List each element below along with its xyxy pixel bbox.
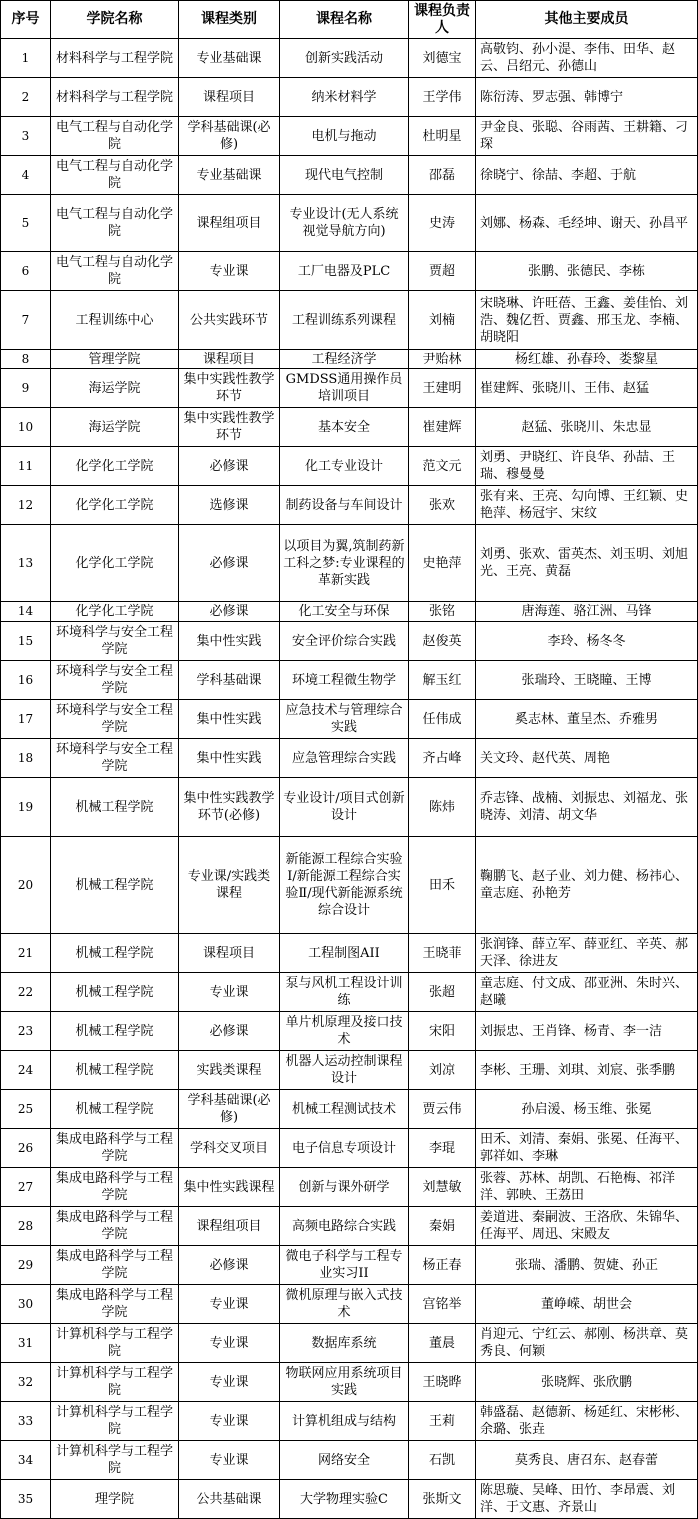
college-name: 机械工程学院: [51, 837, 179, 934]
course-category: 学科基础课(必修): [179, 1090, 280, 1129]
other-members: 童志庭、付文成、邵亚洲、朱时兴、赵曦: [476, 973, 698, 1012]
other-members: 韩盛磊、赵德新、杨延红、宋彬彬、余璐、张垚: [476, 1402, 698, 1441]
course-leader: 范文元: [409, 447, 476, 486]
course-name: 高频电路综合实践: [280, 1207, 409, 1246]
course-leader: 张铭: [409, 602, 476, 622]
course-name: 应急管理综合实践: [280, 739, 409, 778]
course-name: 数据库系统: [280, 1324, 409, 1363]
course-category: 公共基础课: [179, 1480, 280, 1519]
table-row: [1, 1012, 698, 1051]
course-name: 电机与拖动: [280, 117, 409, 156]
other-members: 刘娜、杨森、毛经坤、谢天、孙昌平: [476, 195, 698, 252]
row-index: 1: [1, 39, 51, 78]
course-name: 创新实践活动: [280, 39, 409, 78]
college-name: 化学化工学院: [51, 525, 179, 602]
course-leader: 陈炜: [409, 778, 476, 837]
college-name: 计算机科学与工程学院: [51, 1324, 179, 1363]
course-category: 专业课: [179, 1441, 280, 1480]
header-members: 其他主要成员: [476, 1, 698, 39]
table-row: [1, 1324, 698, 1363]
college-name: 环境科学与安全工程学院: [51, 739, 179, 778]
course-category: 必修课: [179, 1246, 280, 1285]
course-category: 集中性实践: [179, 622, 280, 661]
table-row: [1, 934, 698, 973]
table-row: [1, 1441, 698, 1480]
table-row: [1, 39, 698, 78]
table-row: [1, 778, 698, 837]
course-leader: 刘楠: [409, 291, 476, 350]
college-name: 环境科学与安全工程学院: [51, 700, 179, 739]
course-category: 课程项目: [179, 78, 280, 117]
other-members: 张润锋、薛立军、薛亚红、辛英、郝天泽、徐进友: [476, 934, 698, 973]
row-index: 11: [1, 447, 51, 486]
row-index: 23: [1, 1012, 51, 1051]
other-members: 唐海莲、骆江洲、马锋: [476, 602, 698, 622]
college-name: 材料科学与工程学院: [51, 78, 179, 117]
course-name: 机械工程测试技术: [280, 1090, 409, 1129]
course-leader: 王莉: [409, 1402, 476, 1441]
other-members: 关文玲、赵代英、周艳: [476, 739, 698, 778]
course-category: 专业课: [179, 973, 280, 1012]
row-index: 19: [1, 778, 51, 837]
other-members: 刘勇、张欢、雷英杰、刘玉明、刘旭光、王亮、黄磊: [476, 525, 698, 602]
course-name: 工程经济学: [280, 350, 409, 369]
course-category: 专业课: [179, 1285, 280, 1324]
course-name: 工程训练系列课程: [280, 291, 409, 350]
table-row: [1, 350, 698, 369]
header-course: 课程名称: [280, 1, 409, 39]
other-members: 奚志林、董呈杰、乔雅男: [476, 700, 698, 739]
college-name: 集成电路科学与工程学院: [51, 1129, 179, 1168]
college-name: 工程训练中心: [51, 291, 179, 350]
course-leader: 张斯文: [409, 1480, 476, 1519]
course-name: 新能源工程综合实验Ⅰ/新能源工程综合实验Ⅱ/现代新能源系统综合设计: [280, 837, 409, 934]
row-index: 6: [1, 252, 51, 291]
other-members: 董峥嵘、胡世会: [476, 1285, 698, 1324]
table-row: [1, 1207, 698, 1246]
college-name: 海运学院: [51, 408, 179, 447]
course-category: 专业课: [179, 252, 280, 291]
course-name: 单片机原理及接口技术: [280, 1012, 409, 1051]
other-members: 张有来、王亮、勾向博、王红颖、史艳萍、杨冠宇、宋纹: [476, 486, 698, 525]
college-name: 电气工程与自动化学院: [51, 117, 179, 156]
course-name: GMDSS通用操作员培训项目: [280, 369, 409, 408]
other-members: 张晓辉、张欣鹏: [476, 1363, 698, 1402]
course-leader: 王建明: [409, 369, 476, 408]
course-name: 创新与课外研学: [280, 1168, 409, 1207]
course-category: 专业课: [179, 1324, 280, 1363]
table-row: [1, 1402, 698, 1441]
other-members: 孙启湲、杨玉维、张冕: [476, 1090, 698, 1129]
course-category: 集中实践性教学环节: [179, 369, 280, 408]
table-row: [1, 1480, 698, 1519]
college-name: 理学院: [51, 1480, 179, 1519]
course-leader: 王晓晔: [409, 1363, 476, 1402]
college-name: 材料科学与工程学院: [51, 39, 179, 78]
course-name: 安全评价综合实践: [280, 622, 409, 661]
course-name: 计算机组成与结构: [280, 1402, 409, 1441]
other-members: 陈思璇、吴峰、田竹、李昂震、刘洋、于文惠、齐景山: [476, 1480, 698, 1519]
course-category: 集中性实践课程: [179, 1168, 280, 1207]
course-leader: 田禾: [409, 837, 476, 934]
row-index: 29: [1, 1246, 51, 1285]
course-leader: 刘德宝: [409, 39, 476, 78]
other-members: 赵猛、张晓川、朱忠显: [476, 408, 698, 447]
course-category: 课程组项目: [179, 195, 280, 252]
course-category: 集中性实践: [179, 739, 280, 778]
course-name: 物联网应用系统项目实践: [280, 1363, 409, 1402]
course-leader: 杨正春: [409, 1246, 476, 1285]
table-row: [1, 1363, 698, 1402]
college-name: 计算机科学与工程学院: [51, 1363, 179, 1402]
row-index: 28: [1, 1207, 51, 1246]
other-members: 李玲、杨冬冬: [476, 622, 698, 661]
course-category: 必修课: [179, 447, 280, 486]
other-members: 张瑞、潘鹏、贺婕、孙正: [476, 1246, 698, 1285]
table-row: [1, 486, 698, 525]
course-leader: 杜明星: [409, 117, 476, 156]
course-name: 微电子科学与工程专业实习II: [280, 1246, 409, 1285]
course-name: 工厂电器及PLC: [280, 252, 409, 291]
course-leader: 邵磊: [409, 156, 476, 195]
table-row: [1, 291, 698, 350]
row-index: 25: [1, 1090, 51, 1129]
row-index: 20: [1, 837, 51, 934]
course-name: 纳米材料学: [280, 78, 409, 117]
other-members: 李彬、王珊、刘琪、刘宸、张季鹏: [476, 1051, 698, 1090]
course-category: 学科基础课: [179, 661, 280, 700]
course-leader: 张欢: [409, 486, 476, 525]
other-members: 张瑞玲、王晓瞳、王博: [476, 661, 698, 700]
college-name: 电气工程与自动化学院: [51, 156, 179, 195]
college-name: 机械工程学院: [51, 973, 179, 1012]
course-leader: 史艳萍: [409, 525, 476, 602]
other-members: 张鹏、张德民、李栋: [476, 252, 698, 291]
course-name: 以项目为翼,筑制药新工科之梦:专业课程的革新实践: [280, 525, 409, 602]
course-name: 工程制图AII: [280, 934, 409, 973]
college-name: 集成电路科学与工程学院: [51, 1207, 179, 1246]
course-category: 必修课: [179, 525, 280, 602]
college-name: 化学化工学院: [51, 447, 179, 486]
other-members: 刘振忠、王肖锋、杨青、李一洁: [476, 1012, 698, 1051]
course-leader: 齐占峰: [409, 739, 476, 778]
course-name: 环境工程微生物学: [280, 661, 409, 700]
course-name: 电子信息专项设计: [280, 1129, 409, 1168]
table-row: [1, 837, 698, 934]
course-leader: 宫铭举: [409, 1285, 476, 1324]
table-row: [1, 1246, 698, 1285]
table-row: [1, 661, 698, 700]
other-members: 高敬钧、孙小湜、李伟、田华、赵云、吕绍元、孙德山: [476, 39, 698, 78]
course-leader: 秦娟: [409, 1207, 476, 1246]
course-category: 课程组项目: [179, 1207, 280, 1246]
college-name: 集成电路科学与工程学院: [51, 1285, 179, 1324]
course-name: 应急技术与管理综合实践: [280, 700, 409, 739]
row-index: 27: [1, 1168, 51, 1207]
course-category: 集中实践性教学环节: [179, 408, 280, 447]
course-leader: 贾超: [409, 252, 476, 291]
row-index: 7: [1, 291, 51, 350]
row-index: 15: [1, 622, 51, 661]
table-row: [1, 1285, 698, 1324]
table-row: [1, 700, 698, 739]
table-row: [1, 1090, 698, 1129]
other-members: 杨红雄、孙春玲、娄黎星: [476, 350, 698, 369]
course-leader: 刘凉: [409, 1051, 476, 1090]
course-name: 化工专业设计: [280, 447, 409, 486]
course-leader: 史涛: [409, 195, 476, 252]
course-category: 学科基础课(必修): [179, 117, 280, 156]
course-leader: 任伟成: [409, 700, 476, 739]
row-index: 35: [1, 1480, 51, 1519]
course-name: 现代电气控制: [280, 156, 409, 195]
other-members: 徐晓宁、徐喆、李超、于航: [476, 156, 698, 195]
course-category: 必修课: [179, 602, 280, 622]
college-name: 集成电路科学与工程学院: [51, 1246, 179, 1285]
table-row: [1, 739, 698, 778]
course-category: 集中性实践教学环节(必修): [179, 778, 280, 837]
course-category: 实践类课程: [179, 1051, 280, 1090]
other-members: 张蓉、苏林、胡凯、石艳梅、祁洋洋、郭映、王荔田: [476, 1168, 698, 1207]
header-index: 序号: [1, 1, 51, 39]
other-members: 莫秀良、唐召东、赵春蕾: [476, 1441, 698, 1480]
course-name: 机器人运动控制课程设计: [280, 1051, 409, 1090]
college-name: 机械工程学院: [51, 934, 179, 973]
other-members: 乔志锋、战楠、刘振忠、刘福龙、张晓涛、刘清、胡文华: [476, 778, 698, 837]
row-index: 22: [1, 973, 51, 1012]
course-leader: 董晨: [409, 1324, 476, 1363]
course-leader: 李琨: [409, 1129, 476, 1168]
college-name: 管理学院: [51, 350, 179, 369]
row-index: 34: [1, 1441, 51, 1480]
college-name: 机械工程学院: [51, 1012, 179, 1051]
course-leader: 贾云伟: [409, 1090, 476, 1129]
college-name: 集成电路科学与工程学院: [51, 1168, 179, 1207]
table-row: [1, 973, 698, 1012]
row-index: 14: [1, 602, 51, 622]
row-index: 24: [1, 1051, 51, 1090]
row-index: 30: [1, 1285, 51, 1324]
row-index: 9: [1, 369, 51, 408]
course-name: 网络安全: [280, 1441, 409, 1480]
table-row: [1, 78, 698, 117]
course-leader: 石凯: [409, 1441, 476, 1480]
course-leader: 宋阳: [409, 1012, 476, 1051]
college-name: 机械工程学院: [51, 1090, 179, 1129]
table-row: [1, 195, 698, 252]
row-index: 18: [1, 739, 51, 778]
course-category: 公共实践环节: [179, 291, 280, 350]
header-leader: 课程负责人: [409, 1, 476, 39]
table-row: [1, 1129, 698, 1168]
row-index: 10: [1, 408, 51, 447]
row-index: 33: [1, 1402, 51, 1441]
other-members: 田禾、刘清、秦娟、张冕、任海平、郭祥如、李琳: [476, 1129, 698, 1168]
course-name: 基本安全: [280, 408, 409, 447]
row-index: 2: [1, 78, 51, 117]
course-leader: 王学伟: [409, 78, 476, 117]
row-index: 5: [1, 195, 51, 252]
course-leader: 崔建辉: [409, 408, 476, 447]
college-name: 电气工程与自动化学院: [51, 252, 179, 291]
course-name: 制药设备与车间设计: [280, 486, 409, 525]
row-index: 3: [1, 117, 51, 156]
course-category: 课程项目: [179, 350, 280, 369]
table-row: [1, 1168, 698, 1207]
table-row: [1, 525, 698, 602]
other-members: 姜道进、秦嗣波、王洛欣、朱锦华、任海平、周迅、宋殿友: [476, 1207, 698, 1246]
course-name: 微机原理与嵌入式技术: [280, 1285, 409, 1324]
college-name: 化学化工学院: [51, 602, 179, 622]
course-category: 专业课: [179, 1402, 280, 1441]
college-name: 计算机科学与工程学院: [51, 1441, 179, 1480]
course-leader: 张超: [409, 973, 476, 1012]
college-name: 化学化工学院: [51, 486, 179, 525]
row-index: 13: [1, 525, 51, 602]
row-index: 12: [1, 486, 51, 525]
college-name: 环境科学与安全工程学院: [51, 661, 179, 700]
table-row: [1, 447, 698, 486]
other-members: 鞠鹏飞、赵子业、刘力健、杨祎心、童志庭、孙艳芳: [476, 837, 698, 934]
other-members: 刘勇、尹晓红、许良华、孙喆、王瑞、穆曼曼: [476, 447, 698, 486]
header-row: [1, 1, 698, 39]
course-category: 学科交叉项目: [179, 1129, 280, 1168]
course-name: 专业设计/项目式创新设计: [280, 778, 409, 837]
row-index: 21: [1, 934, 51, 973]
row-index: 4: [1, 156, 51, 195]
course-leader: 解玉红: [409, 661, 476, 700]
row-index: 31: [1, 1324, 51, 1363]
table-row: [1, 117, 698, 156]
course-category: 集中性实践: [179, 700, 280, 739]
table-row: [1, 622, 698, 661]
header-category: 课程类别: [179, 1, 280, 39]
course-name: 泵与风机工程设计训练: [280, 973, 409, 1012]
row-index: 32: [1, 1363, 51, 1402]
course-category: 专业课: [179, 1363, 280, 1402]
course-category: 选修课: [179, 486, 280, 525]
college-name: 海运学院: [51, 369, 179, 408]
course-leader: 赵俊英: [409, 622, 476, 661]
college-name: 电气工程与自动化学院: [51, 195, 179, 252]
college-name: 机械工程学院: [51, 1051, 179, 1090]
course-category: 专业基础课: [179, 39, 280, 78]
table-row: [1, 369, 698, 408]
table-row: [1, 408, 698, 447]
row-index: 8: [1, 350, 51, 369]
other-members: 崔建辉、张晓川、王伟、赵猛: [476, 369, 698, 408]
course-leader: 刘慧敏: [409, 1168, 476, 1207]
other-members: 尹金良、张聪、谷雨茜、王耕籍、刁琛: [476, 117, 698, 156]
table-row: [1, 1051, 698, 1090]
course-name: 大学物理实验C: [280, 1480, 409, 1519]
table-row: [1, 252, 698, 291]
row-index: 17: [1, 700, 51, 739]
course-category: 专业基础课: [179, 156, 280, 195]
course-category: 专业课/实践类课程: [179, 837, 280, 934]
course-name: 专业设计(无人系统视觉导航方向): [280, 195, 409, 252]
course-leader: 尹贻林: [409, 350, 476, 369]
college-name: 机械工程学院: [51, 778, 179, 837]
course-name: 化工安全与环保: [280, 602, 409, 622]
row-index: 26: [1, 1129, 51, 1168]
college-name: 计算机科学与工程学院: [51, 1402, 179, 1441]
course-category: 课程项目: [179, 934, 280, 973]
table-body: [1, 39, 698, 1519]
other-members: 肖迎元、宁红云、郝刚、杨洪章、莫秀良、何颖: [476, 1324, 698, 1363]
table-row: [1, 156, 698, 195]
other-members: 陈衍涛、罗志强、韩博宁: [476, 78, 698, 117]
course-leader: 王晓菲: [409, 934, 476, 973]
header-college: 学院名称: [51, 1, 179, 39]
row-index: 16: [1, 661, 51, 700]
college-name: 环境科学与安全工程学院: [51, 622, 179, 661]
other-members: 宋晓琳、许旺蓓、王鑫、姜佳怡、刘浩、魏亿哲、贾鑫、邢玉龙、李楠、胡晓阳: [476, 291, 698, 350]
course-category: 必修课: [179, 1012, 280, 1051]
table-row: [1, 602, 698, 622]
